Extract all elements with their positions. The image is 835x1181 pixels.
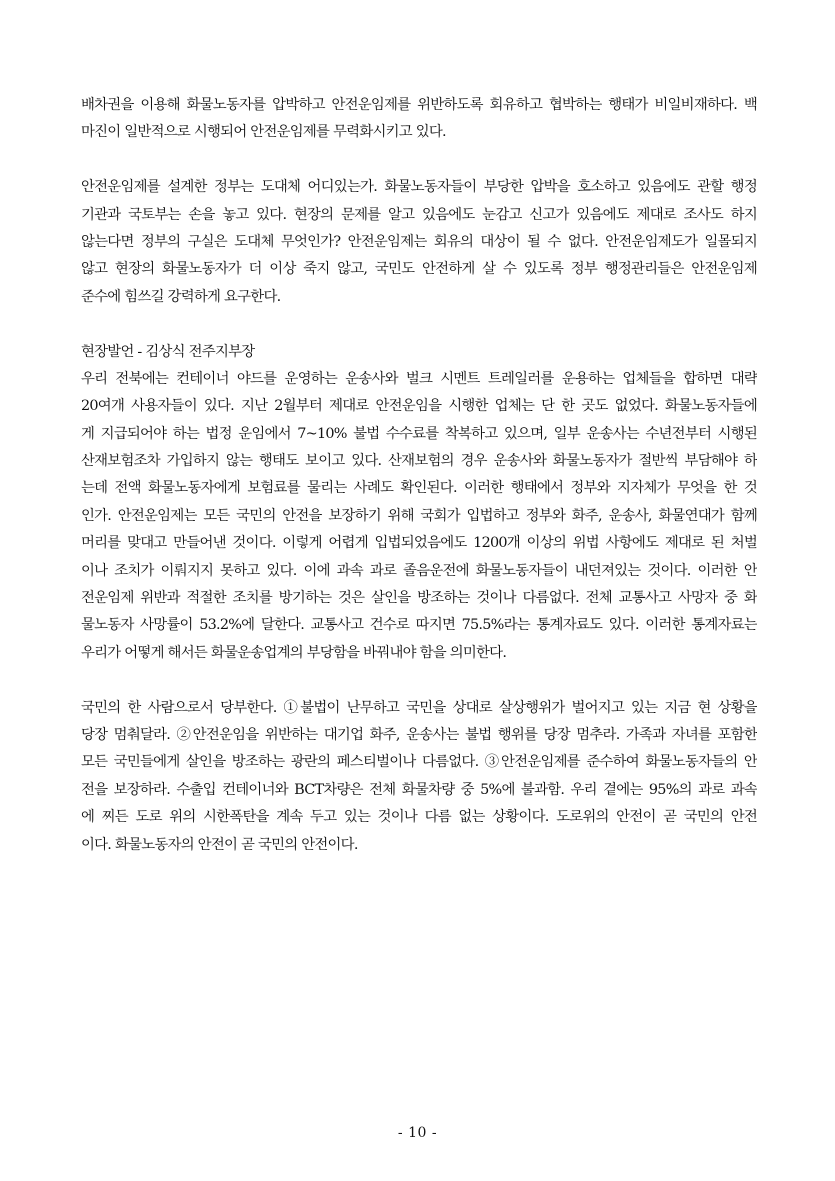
text-line: 20여개 사용자들이 있다. 지난 2월부터 제대로 안전운임을 시행한 업체는 단 한 곳도 없었다. 화물노동자들에 [81, 398, 757, 415]
paragraph-gap [81, 667, 757, 694]
paragraph [81, 174, 757, 311]
text-line: 물노동자 사망률이 53.2%에 달한다. 교통사고 건수로 따지면 75.5%라는 통계자료도 있다. 이러한 통계자료는 [81, 617, 757, 634]
page-number: - 10 - [397, 1125, 438, 1141]
text-line: 당장 멈춰달라. ②안전운임을 위반하는 대기업 화주, 운송사는 불법 행위를 당장 멈추라. 가족과 자녀를 포함한 [81, 726, 757, 743]
text-line: 우리 전북에는 컨테이너 야드를 운영하는 운송사와 벌크 시멘트 트레일러를 운용하는 업체들을 합하면 대략 [81, 370, 757, 387]
paragraph [81, 695, 757, 859]
document-body [81, 92, 757, 859]
text-line: 산재보험조차 가입하지 않는 행태도 보이고 있다. 산재보험의 경우 운송사와 화물노동자가 절반씩 부담해야 하 [81, 453, 757, 470]
text-line: 전을 보장하라. 수출입 컨테이너와 BCT차량은 전체 화물차량 중 5%에 불과함. 우리 곁에는 95%의 과로 과속 [81, 781, 757, 798]
text-line: 준수에 힘쓰길 강력하게 요구한다. [81, 288, 281, 305]
text-line: 머리를 맞대고 만들어낸 것이다. 이렇게 어렵게 입법되었음에도 1200개 이상의 위법 사항에도 제대로 된 처벌 [81, 535, 757, 552]
text-line: 이다. 화물노동자의 안전이 곧 국민의 안전이다. [81, 836, 358, 853]
text-line: 마진이 일반적으로 시행되어 안전운임제를 무력화시키고 있다. [81, 124, 446, 141]
section-heading: 현장발언 - 김상식 전주지부장 [81, 343, 255, 360]
text-line: 이나 조치가 이뤄지지 못하고 있다. 이에 과속 과로 졸음운전에 화물노동자들이 내던져있는 것이다. 이러한 안 [81, 562, 757, 579]
text-line: 국민의 한 사람으로서 당부한다. ①불법이 난무하고 국민을 상대로 살상행위가 벌어지고 있는 지금 현 상황을 [81, 699, 757, 716]
text-line: 게 지급되어야 하는 법정 운임에서 7~10% 불법 수수료를 착복하고 있으며, 일부 운송사는 수년전부터 시행된 [81, 425, 757, 442]
paragraph-gap [81, 147, 757, 174]
paragraph [81, 92, 757, 147]
text-line: 않는다면 정부의 구실은 도대체 무엇인가? 안전운임제는 회유의 대상이 될 수 없다. 안전운임제도가 일몰되지 [81, 233, 757, 250]
text-line: 인가. 안전운임제는 모든 국민의 안전을 보장하기 위해 국회가 입법하고 정부와 화주, 운송사, 화물연대가 함께 [81, 507, 757, 524]
text-line: 안전운임제를 설계한 정부는 도대체 어디있는가. 화물노동자들이 부당한 압박을 호소하고 있음에도 관할 행정 [81, 179, 757, 196]
text-line: 에 찌든 도로 위의 시한폭탄을 계속 두고 있는 것이나 다름 없는 상황이다. 도로위의 안전이 곧 국민의 안전 [81, 809, 757, 826]
text-line: 않고 현장의 화물노동자가 더 이상 죽지 않고, 국민도 안전하게 살 수 있도록 정부 행정관리들은 안전운임제 [81, 261, 757, 278]
paragraph-gap [81, 311, 757, 338]
paragraph [81, 339, 757, 668]
text-line: 모든 국민들에게 살인을 방조하는 광란의 페스티벌이나 다름없다. ③안전운임제를 준수하여 화물노동자들의 안 [81, 754, 757, 771]
text-line: 전운임제 위반과 적절한 조치를 방기하는 것은 살인을 방조하는 것이나 다름없다. 전체 교통사고 사망자 중 화 [81, 590, 757, 607]
text-line: 우리가 어떻게 해서든 화물운송업계의 부당함을 바꿔내야 함을 의미한다. [81, 644, 507, 661]
text-line: 기관과 국토부는 손을 놓고 있다. 현장의 문제를 알고 있음에도 눈감고 신고가 있음에도 제대로 조사도 하지 [81, 206, 757, 223]
text-line: 는데 전액 화물노동자에게 보험료를 물리는 사례도 확인된다. 이러한 행태에서 정부와 지자체가 무엇을 한 것 [81, 480, 757, 497]
text-line: 배차권을 이용해 화물노동자를 압박하고 안전운임제를 위반하도록 회유하고 협박하는 행태가 비일비재하다. 백 [81, 97, 757, 113]
